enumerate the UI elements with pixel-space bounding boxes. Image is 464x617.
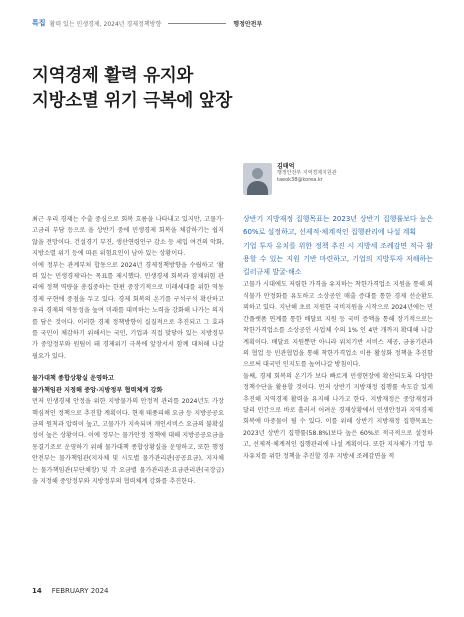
pull-quote-1: 상반기 지방재정 집행목표는 2023년 상반기 집행률보다 높은 60%로 설정하고, 선제적·체계적인 집행관리에 나설 계획 bbox=[243, 215, 433, 237]
department-label: 행정안전부 bbox=[233, 20, 263, 28]
pull-quote-2: 기업 투자 유치를 위한 정책 추진 시 지방세 조례감면 적극 활용할 수 있는 지원 기반 마련하고, 기업의 지방투자 저해하는 킬러규제 발굴·해소 bbox=[243, 241, 433, 277]
price-paragraph: 먼저 민생경제 안정을 위한 지방물가의 안정적 관리를 2024년도 가장 핵심적인 정책으로 추진할 계획이다. 현재 태풍피해 요금 등 지방공공요금의 원칙과 압력이 높고, 고물가가 지속되며 개인서비스 요금의 불확실성이 높은 상황이다. 이에 정부는 물가안정 정책에 대해 지방공공요금을 동결기조로 운영하기 위해 물가대책 종합상황실을 운영하고, 또한 행정안전부는 물가책임관(지자체 및 시도별 물가관리관(공공요금), 지자체는 물가책임관(부단체장) 및 각 요금별 물가관리관·요금관리관(국장급)을 지정해 중앙정부와 지방정부의 협력체계 강화를 추진한다. bbox=[32, 398, 224, 485]
policy-paragraph: 이에 정부는 관계부처 합동으로 2024년 경제정책방향을 수립하고 '활력 있는 민생경제'라는 목표를 제시했다. 민생경제 회복과 잠재위험 관리에 정책 역량을 총집중하는 한편 중장기적으로 미래세대를 위한 역동경제 구현에 중점을 두고 있다. 경제 회복의 온기를 구석구석 확산하고 우리 경제의 역동성을 높여 미래를 대비하는 노력을 강화해 나가는 의지를 담은 것이다. 이러한 경제 정책방향이 실질적으로 추진되고 그 효과를 국민이 체감하기 위해서는 국민, 기업과 직접 맞닿아 있는 지방정부가 중앙정부와 원팀이 돼 경제위기 극복에 앞장서서 함께 대처해 나갈 필요가 있다. bbox=[32, 261, 224, 360]
title-line-2: 지방소멸 위기 극복에 앞장 bbox=[32, 91, 233, 111]
section-tag: 특집 bbox=[32, 19, 46, 27]
subheading-1: 물가대책 종합상황실 운영하고 bbox=[32, 375, 115, 383]
issue-date: FEBRUARY 2024 bbox=[51, 587, 109, 595]
author-email: taeok38@korea.kr bbox=[277, 177, 323, 183]
author-block bbox=[243, 163, 337, 195]
left-column bbox=[32, 214, 224, 487]
spacer bbox=[32, 362, 224, 373]
author-photo bbox=[243, 163, 272, 195]
page-number: 14 bbox=[32, 587, 42, 595]
author-info bbox=[277, 163, 337, 184]
intro-paragraph: 최근 우리 경제는 수출 중심으로 회복 흐름을 나타내고 있지만, 고물가·고금리 부담 등으로 올 상반기 중에 민생경제 회복을 체감하기는 쉽지 않을 전망이다. 건설경기 부진, 생산연령인구 감소 등 세입 여건의 악화, 지방소멸 위기 등에 따른 위험요인이 남아 있는 상황이다. bbox=[32, 216, 224, 258]
author-role: 행정안전부 지역경제지원관 bbox=[277, 170, 337, 176]
right-paragraph-1: 고물가 시대에도 저렴한 가격을 유지하는 착한가격업소 지원을 통해 외식물가 안정화를 유도하고 소상공인 매출 증대를 통한 경제 선순환도 꾀하고 있다. 지난해 초료 지원한 국비지원을 시작으로 2024년에는 민간플랫폼 연계를 통한 배달료 지원 등 국비 증액을 통해 장기적으로는 착한가격업소를 소상공인 사업체 수의 1% 인 4만 개까지 확대해 나갈 계획이다. 배달료 지원뿐만 아니라 위치기반 서비스 제공, 금융기관과의 협업 등 민관협업을 통해 착한가격업소 이용 활성화 정책을 추진함으로써 대국민 인지도를 높여나갈 방침이다. bbox=[243, 281, 433, 369]
header-rule bbox=[168, 23, 226, 24]
article-title bbox=[32, 64, 232, 114]
section-title: 활력 있는 민생경제, 2024년 경제정책방향 bbox=[49, 20, 162, 28]
right-column bbox=[243, 213, 433, 462]
right-paragraph-2: 둘째, 경제 회복의 온기가 보다 빠르게 민생현장에 확산되도록 다양한 정책수단을 활용할 것이다. 먼저 상반기 지방재정 집행률 속도감 있게 추진해 지역경제 활력을 유지해 나가고 한다. 지방재정은 중앙재정과 달리 민간으로 바로 흘러서 어려운 경제상황에서 민생안정과 지역경제 회복에 마중물이 될 수 있다. 이를 위해 상반기 지방재정 집행목표는 2023년 상반기 집행률(58.8%)보다 높은 60%로 적극적으로 설정하고, 선제적·체계적인 집행관리에 나설 계획이다. 또한 지자체가 기업 투자유치를 위한 정책을 추진할 경우 지방세 조례감면을 적 bbox=[243, 372, 433, 460]
title-line-1: 지역경제 활력 유지와 bbox=[32, 66, 194, 86]
subheading-2: 물가책임관 지정해 중앙·지방정부 협력체계 강화 bbox=[32, 386, 163, 394]
section-header bbox=[32, 18, 262, 28]
page-footer bbox=[32, 587, 109, 595]
author-name: 김태억 bbox=[277, 163, 295, 170]
